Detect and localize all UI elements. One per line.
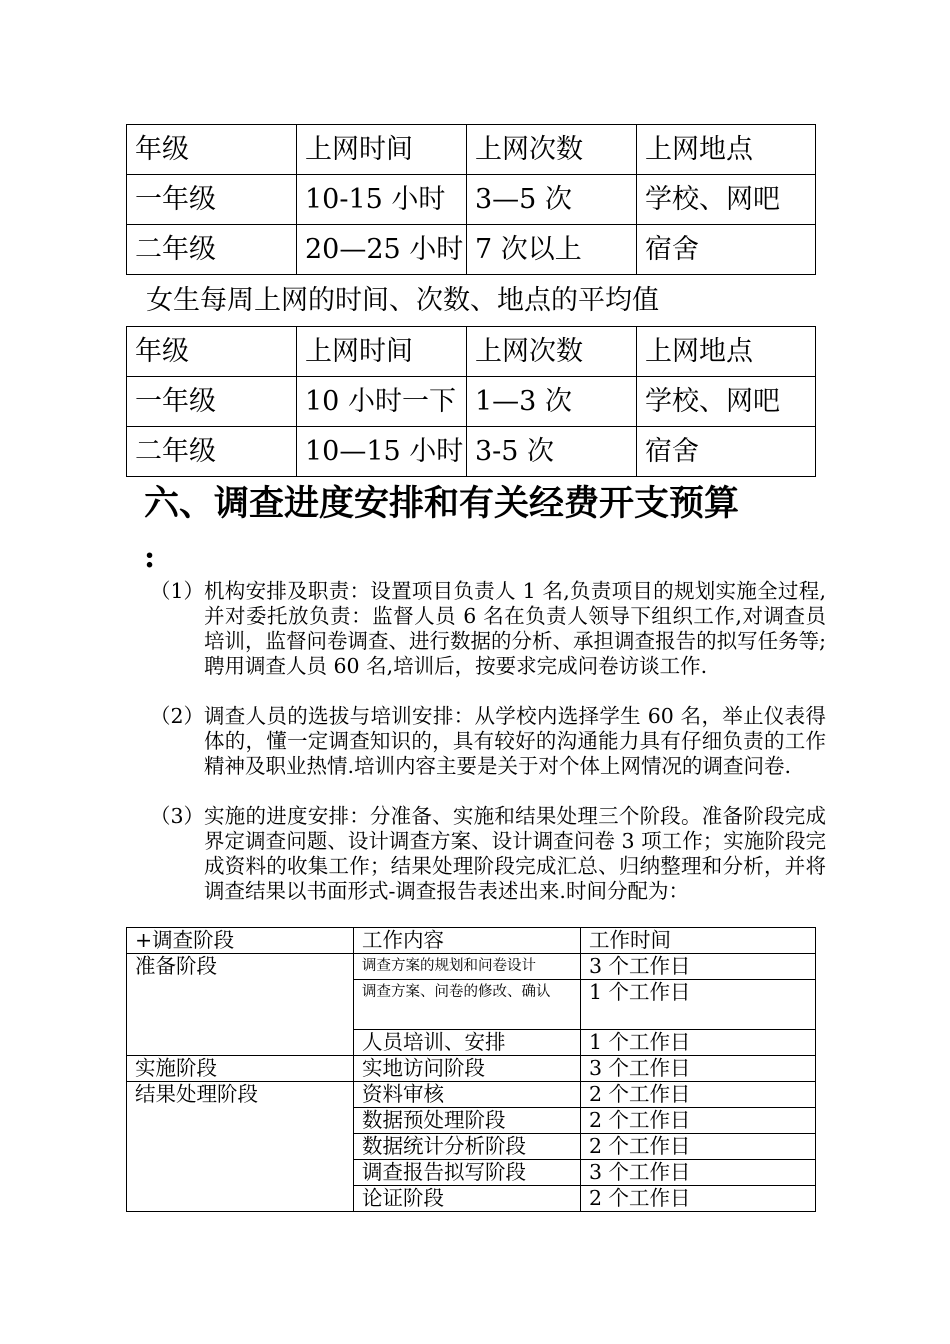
time-cell: 3 个工作日 [581,1056,816,1082]
table-row [127,1082,816,1108]
content-cell: 资料审核 [354,1082,581,1108]
table-cell: 10—15 小时 [297,427,467,477]
table-male-averages [126,124,816,275]
table-caption: 女生每周上网的时间、次数、地点的平均值 [146,285,659,316]
content-cell: 人员培训、安排 [354,1030,581,1056]
content-cell: 论证阶段 [354,1186,581,1212]
header-cell-count: 上网次数 [467,327,637,377]
table-cell: 7 次以上 [467,225,637,275]
header-cell-count: 上网次数 [467,125,637,175]
table-cell: 学校、网吧 [637,377,816,427]
content-cell: 调查方案的规划和问卷设计 [354,954,581,980]
item-number: （1） [150,579,205,603]
table-cell: 二年级 [127,225,297,275]
table-cell: 10 小时一下 [297,377,467,427]
content-cell: 数据预处理阶段 [354,1108,581,1134]
table-cell: 宿舍 [637,225,816,275]
section-heading: 六、调查进度安排和有关经费开支预算 [144,483,740,524]
stage-cell-impl: 实施阶段 [127,1056,354,1082]
time-cell: 3 个工作日 [581,1160,816,1186]
header-cell-content: 工作内容 [354,928,581,954]
table-cell: 3—5 次 [467,175,637,225]
time-cell: 2 个工作日 [581,1082,816,1108]
table-row [127,225,816,275]
table-header-row [127,928,816,954]
table-cell: 1—3 次 [467,377,637,427]
table-cell: 二年级 [127,427,297,477]
table-cell: 宿舍 [637,427,816,477]
list-item [150,804,826,904]
stage-cell-result: 结果处理阶段 [127,1082,354,1212]
header-cell-time: 上网时间 [297,125,467,175]
item-text: 实施的进度安排：分准备、实施和结果处理三个阶段。准备阶段完成界定调查问题、设计调查方案、设计调查问卷 3 项工作；实施阶段完成资料的收集工作；结果处理阶段完成汇总、归纳整理和分析，并将调查结果以书面形式-调查报告表述出来.时间分配为： [204,804,826,903]
table-cell: 20—25 小时 [297,225,467,275]
item-number: （2） [150,704,205,728]
header-cell-place: 上网地点 [637,125,816,175]
table-cell: 一年级 [127,377,297,427]
list-item [150,704,826,779]
time-cell: 1 个工作日 [581,1030,816,1056]
header-cell-time: 工作时间 [581,928,816,954]
table-row [127,175,816,225]
content-cell: 实地访问阶段 [354,1056,581,1082]
item-text: 调查人员的选拔与培训安排：从学校内选择学生 60 名，举止仪表得体的，懂一定调查知识的，具有较好的沟通能力具有仔细负责的工作精神及职业热情.培训内容主要是关于对个体上网情况的调查问卷. [204,704,826,778]
table-row [127,377,816,427]
table-cell: 3-5 次 [467,427,637,477]
table-cell: 学校、网吧 [637,175,816,225]
time-cell: 3 个工作日 [581,954,816,980]
header-cell-time: 上网时间 [297,327,467,377]
item-number: （3） [150,804,205,828]
header-cell-grade: 年级 [127,327,297,377]
stage-cell-prep: 准备阶段 [127,954,354,1056]
header-cell-place: 上网地点 [637,327,816,377]
heading-colon: : [144,540,156,575]
table-cell: 一年级 [127,175,297,225]
header-cell-stage: +调查阶段 [127,928,354,954]
header-cell-grade: 年级 [127,125,297,175]
time-cell: 2 个工作日 [581,1134,816,1160]
time-cell: 1 个工作日 [581,980,816,1030]
time-cell: 2 个工作日 [581,1186,816,1212]
content-cell: 调查报告拟写阶段 [354,1160,581,1186]
list-item [150,579,826,679]
table-row [127,1056,816,1082]
table-cell: 10-15 小时 [297,175,467,225]
table-header-row [127,327,816,377]
table-row [127,954,816,980]
time-cell: 2 个工作日 [581,1108,816,1134]
table-header-row [127,125,816,175]
content-cell: 数据统计分析阶段 [354,1134,581,1160]
schedule-table [126,927,816,1212]
content-cell: 调查方案、问卷的修改、确认 [354,980,581,1030]
table-row [127,427,816,477]
table-female-averages [126,326,816,477]
item-text: 机构安排及职责：设置项目负责人 1 名,负责项目的规划实施全过程,并对委托放负责：监督人员 6 名在负责人领导下组织工作,对调查员培训，监督问卷调查、进行数据的分析、承担调查报告的拟写任务等;聘用调查人员 60 名,培训后，按要求完成问卷访谈工作. [204,579,826,678]
